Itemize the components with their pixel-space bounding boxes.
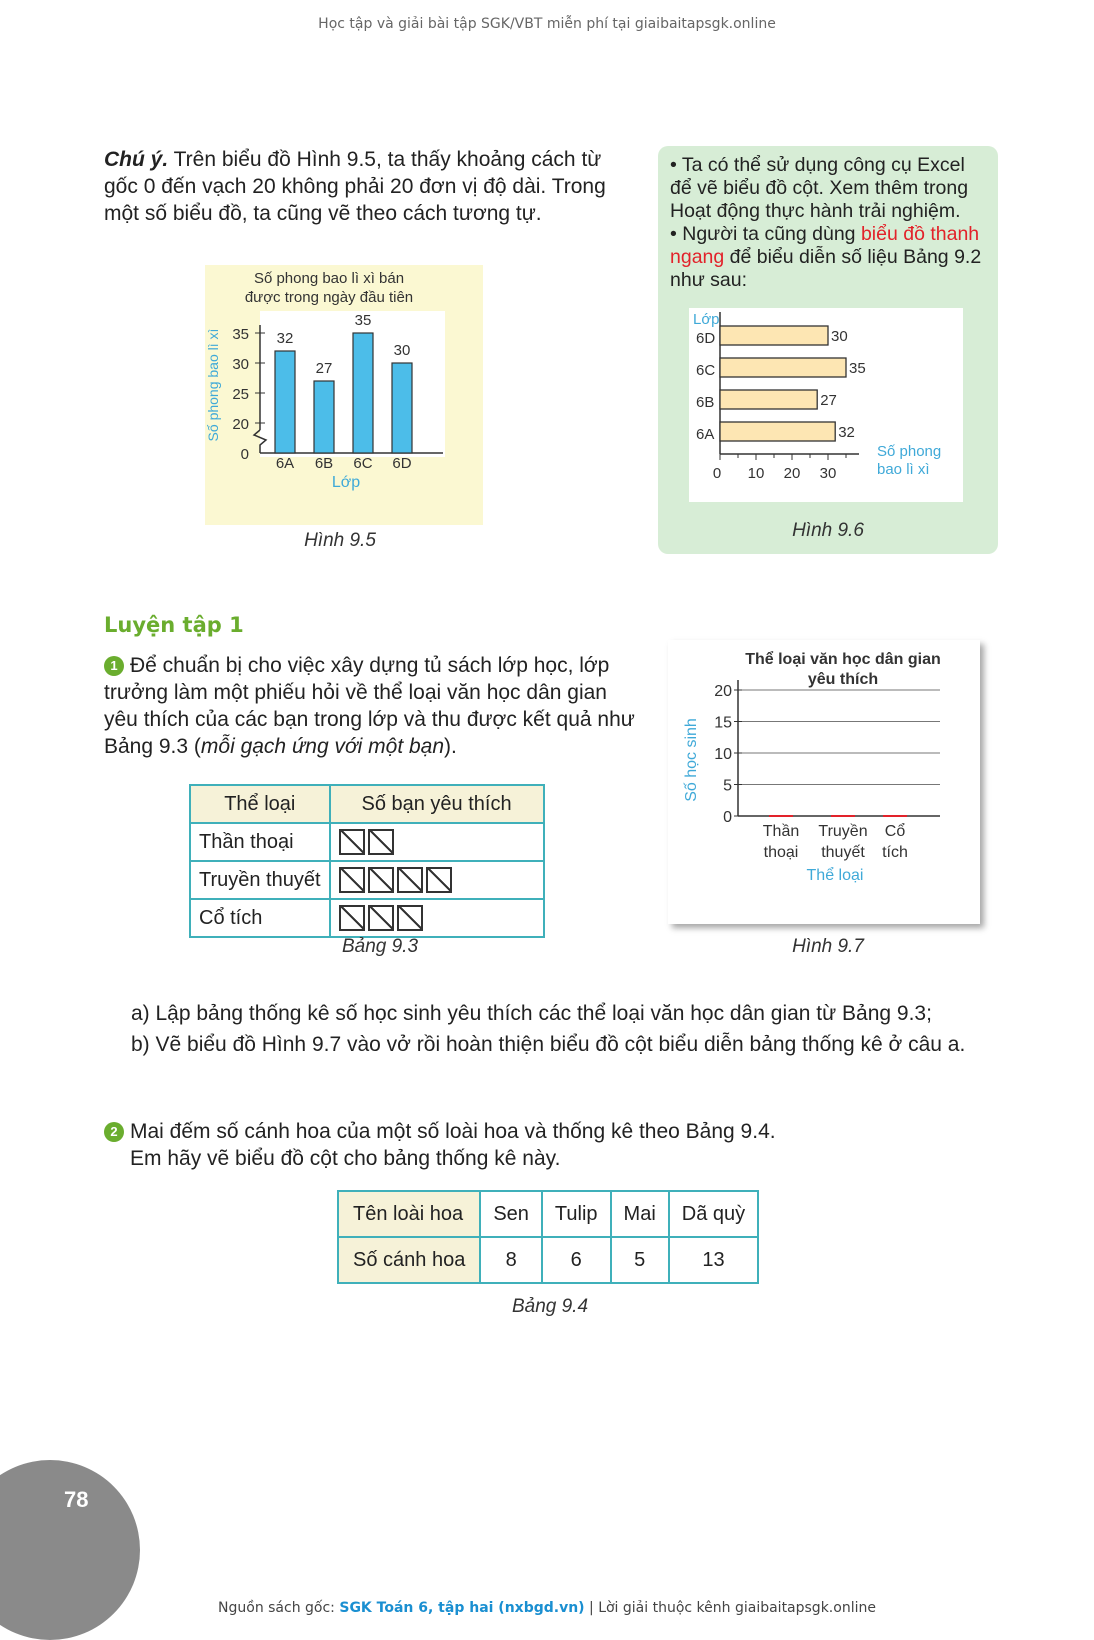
- y-tick-label: 15: [714, 714, 732, 732]
- table-cell: Tulip: [542, 1191, 611, 1237]
- tally-table: [189, 784, 545, 938]
- horizontal-bar-chart: [689, 308, 963, 502]
- tally-mark-icon: [339, 829, 365, 855]
- y-tick-label: 6C: [696, 362, 716, 379]
- bar: [720, 326, 828, 345]
- footer-source-link[interactable]: SGK Toán 6, tập hai (nxbgd.vn): [339, 1600, 585, 1616]
- chart-title-line: Số phong bao lì xì bán: [253, 270, 405, 287]
- x-axis-label: Thể loại: [806, 867, 864, 884]
- table-cell: 6: [542, 1237, 611, 1283]
- exercise-1-number: 1: [104, 656, 124, 676]
- bar-value-label: 27: [820, 392, 837, 409]
- y-tick-label: 30: [232, 356, 249, 373]
- petal-table: [337, 1190, 759, 1284]
- bar: [720, 390, 817, 409]
- empty-bar-chart: [668, 640, 980, 924]
- page-footer: [0, 1600, 1094, 1616]
- bar: [720, 422, 835, 441]
- table-cell: 13: [669, 1237, 758, 1283]
- tip-text: [670, 154, 988, 292]
- y-axis-label: Số học sinh: [683, 718, 700, 802]
- tally-mark-icon: [397, 905, 423, 931]
- x-tick-label: 6A: [275, 455, 295, 472]
- exercise-2-number: 2: [104, 1122, 124, 1142]
- page-header: Học tập và giải bài tập SGK/VBT miễn phí tại giaibaitapsgk.online: [318, 16, 776, 32]
- y-tick-label: 10: [714, 746, 732, 763]
- exercise-1: [104, 652, 644, 760]
- table-row: [190, 823, 544, 861]
- figure-9-7-caption: Hình 9.7: [792, 936, 864, 957]
- question-a: a) Lập bảng thống kê số học sinh yêu thích các thể loại văn học dân gian từ Bảng 9.3;: [131, 1002, 932, 1025]
- table-row-label: Cổ tích: [190, 899, 330, 937]
- tally-mark-icon: [368, 829, 394, 855]
- tally-mark-icon: [368, 905, 394, 931]
- bar: [353, 333, 373, 453]
- question-b: b) Vẽ biểu đồ Hình 9.7 vào vở rồi hoàn thiện biểu đồ cột biểu diễn bảng thống kê ở câu a.: [131, 1033, 966, 1056]
- exercise-1-tail: ).: [444, 735, 457, 758]
- footer-prefix: Nguồn sách gốc:: [218, 1600, 340, 1616]
- tally-cell: [330, 899, 544, 937]
- y-tick-label: 0: [723, 809, 732, 826]
- tally-cell: [330, 861, 544, 899]
- x-axis-label-line: Số phong: [877, 443, 942, 460]
- exercise-2: [104, 1118, 964, 1172]
- x-tick-label: 0: [712, 465, 722, 482]
- bar: [314, 381, 334, 453]
- chart-title-line: được trong ngày đầu tiên: [244, 289, 414, 306]
- x-axis-label-line: bao lì xì: [877, 461, 930, 478]
- table-row: [338, 1237, 758, 1283]
- table-row-label: Thần thoại: [190, 823, 330, 861]
- figure-9-7: [668, 640, 980, 924]
- bar-value-label: 32: [276, 330, 294, 347]
- table-row: [338, 1191, 758, 1237]
- bar-value-label: 30: [393, 342, 411, 359]
- figure-9-5-caption: Hình 9.5: [304, 530, 376, 551]
- table-row: [190, 899, 544, 937]
- exercise-2-line-2: Em hãy vẽ biểu đồ cột cho bảng thống kê này.: [130, 1147, 561, 1170]
- y-axis-label: Số phong bao lì xì: [205, 328, 221, 442]
- table-9-4-caption: Bảng 9.4: [511, 1296, 589, 1317]
- table-cell: 8: [480, 1237, 542, 1283]
- figure-9-6-caption: Hình 9.6: [792, 520, 864, 541]
- table-cell: Số cánh hoa: [338, 1237, 480, 1283]
- y-tick-label: 5: [723, 777, 732, 795]
- tally-mark-icon: [339, 867, 365, 893]
- table-cell: Dã quỳ: [669, 1191, 758, 1237]
- note-text: Trên biểu đồ Hình 9.5, ta thấy khoảng cách từ gốc 0 đến vạch 20 không phải 20 đơn vị độ dài. Trong một số biểu đồ, ta cũng vẽ theo cách tương tự.: [104, 148, 606, 225]
- bar-value-label: 27: [315, 360, 333, 377]
- exercise-1-italic: mỗi gạch ứng với một bạn: [200, 735, 445, 758]
- x-tick-label: 30: [819, 465, 837, 482]
- y-tick-label: 20: [714, 683, 732, 700]
- y-tick-label: 6D: [696, 330, 716, 347]
- y-tick-label: 35: [232, 326, 249, 343]
- bar: [275, 351, 295, 453]
- figure-9-6: [689, 308, 963, 502]
- exercise-1-text: Để chuẩn bị cho việc xây dựng tủ sách lớp học, lớp trưởng làm một phiếu hỏi về thể loại văn học dân gian yêu thích của các bạn trong lớp và thu được kết quả như Bảng 9.3 (: [104, 654, 635, 758]
- x-tick-label-line: tích: [882, 844, 908, 861]
- y-tick-label: 6B: [696, 394, 715, 411]
- tally-cell: [330, 823, 544, 861]
- x-tick-label: 6C: [353, 455, 373, 472]
- y-axis-label: Lớp: [693, 311, 720, 328]
- tally-mark-icon: [426, 867, 452, 893]
- bar: [720, 358, 846, 377]
- table-cell: Mai: [611, 1191, 669, 1237]
- x-tick-label-line: Thần: [762, 823, 800, 840]
- x-tick-label: 6D: [392, 455, 412, 472]
- table-header-cell: Thể loại: [190, 785, 330, 823]
- bar-value-label: 32: [838, 424, 855, 441]
- x-tick-label: 20: [783, 465, 801, 482]
- tally-mark-icon: [397, 867, 423, 893]
- x-tick-label: 10: [747, 465, 765, 482]
- bar-value-label: 35: [849, 360, 866, 377]
- vertical-bar-chart: [205, 265, 483, 525]
- exercise-2-line-1: Mai đếm số cánh hoa của một số loài hoa và thống kê theo Bảng 9.4.: [130, 1120, 776, 1143]
- y-tick-label: 0: [240, 446, 249, 463]
- x-tick-label-line: thoại: [763, 844, 799, 861]
- x-axis-label: Lớp: [331, 474, 361, 491]
- chart-title-line: Thể loại văn học dân gian: [745, 651, 941, 668]
- table-cell: Tên loài hoa: [338, 1191, 480, 1237]
- table-row: [190, 861, 544, 899]
- tally-mark-icon: [339, 905, 365, 931]
- x-tick-label-line: Truyền: [818, 823, 868, 840]
- bar-value-label: 30: [831, 328, 848, 345]
- tip-line-2-pre: • Người ta cũng dùng: [670, 223, 861, 245]
- x-tick-label-line: Cổ: [884, 823, 906, 840]
- table-header-cell: Số bạn yêu thích: [330, 785, 544, 823]
- tip-line-2-highlight: biểu đồ thanh ngang: [670, 223, 980, 268]
- chart-title-line: yêu thích: [807, 671, 879, 688]
- y-tick-label: 20: [232, 416, 249, 433]
- table-cell: 5: [611, 1237, 669, 1283]
- y-tick-label: 25: [232, 386, 249, 403]
- page-number: 78: [64, 1487, 89, 1512]
- x-tick-label-line: thuyết: [821, 844, 865, 861]
- figure-9-5: [205, 265, 483, 525]
- table-row-label: Truyền thuyết: [190, 861, 330, 899]
- note-label: Chú ý.: [104, 148, 169, 171]
- section-title: Luyện tập 1: [104, 613, 244, 637]
- footer-suffix: | Lời giải thuộc kênh giaibaitapsgk.online: [584, 1600, 876, 1616]
- tally-mark-icon: [368, 867, 394, 893]
- x-tick-label: 6B: [314, 455, 334, 472]
- tip-line-2-post: để biểu diễn số liệu Bảng 9.2 như sau:: [670, 246, 982, 291]
- y-tick-label: 6A: [696, 426, 715, 443]
- table-header-row: [190, 785, 544, 823]
- tip-line-1: • Ta có thể sử dụng công cụ Excel để vẽ biểu đồ cột. Xem thêm trong Hoạt động thực hành trải nghiệm.: [670, 154, 969, 222]
- note-paragraph: [104, 146, 624, 227]
- questions: [131, 1000, 1001, 1058]
- bar-value-label: 35: [354, 312, 372, 329]
- table-cell: Sen: [480, 1191, 542, 1237]
- bar: [392, 363, 412, 453]
- table-9-3-caption: Bảng 9.3: [341, 936, 419, 957]
